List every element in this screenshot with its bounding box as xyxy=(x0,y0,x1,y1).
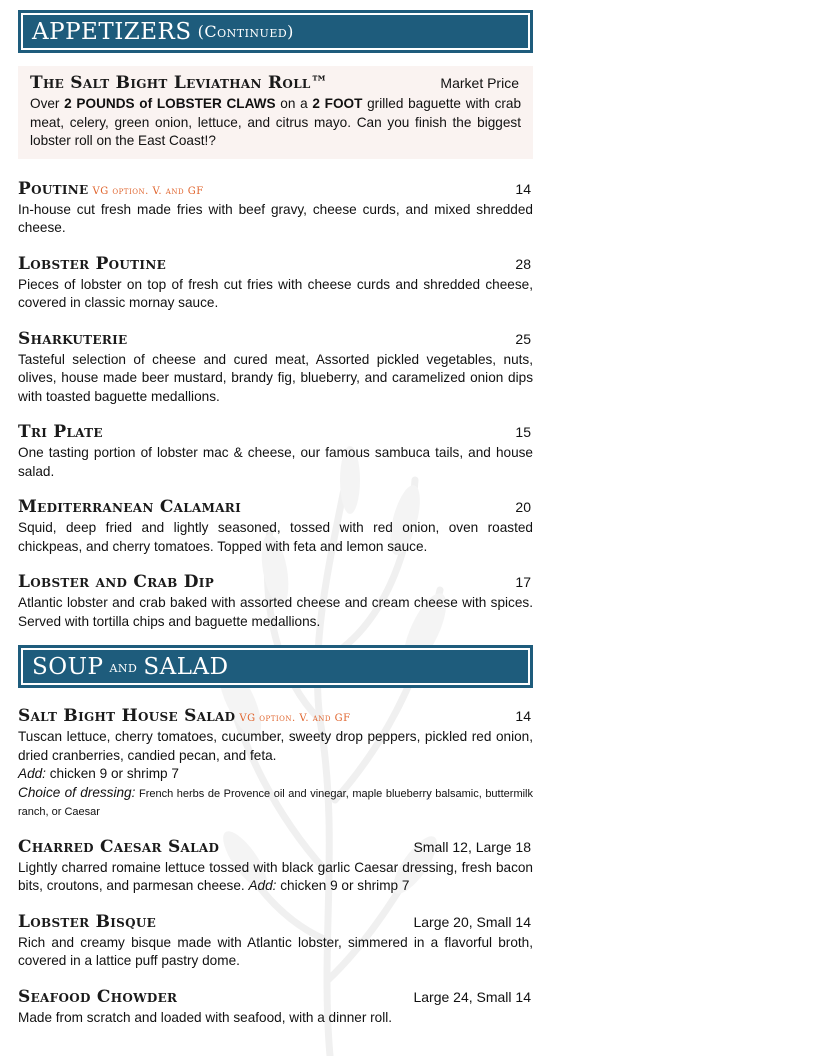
item-price: Market Price xyxy=(440,75,519,91)
dietary-tag: VG option. V. and GF xyxy=(92,185,204,197)
item-description: Over 2 POUNDS of LOBSTER CLAWS on a 2 FOOT grilled baguette with crab meat, celery, green onion, lettuce, and citrus mayo. Can you finish the biggest lobster roll on the East Coast!? xyxy=(30,96,522,148)
item-name: Lobster and Crab Dip xyxy=(18,572,215,592)
menu-item xyxy=(18,254,533,313)
menu-item xyxy=(18,497,533,556)
item-price: 28 xyxy=(515,255,531,272)
section-header-soup-salad xyxy=(18,645,533,688)
item-price: Large 24, Small 14 xyxy=(413,988,531,1005)
item-price: 17 xyxy=(515,574,531,590)
item-description: In-house cut fresh made fries with beef gravy, cheese curds, and mixed shredded cheese. xyxy=(18,201,533,235)
item-name: Tri Plate xyxy=(18,422,103,442)
item-description: Lightly charred romaine lettuce tossed with black garlic Caesar dressing, fresh bacon bits, croutons, and parmesan cheese. Add: chicken 9 or shrimp 7 xyxy=(18,859,533,893)
item-description: Tuscan lettuce, cherry tomatoes, cucumber, sweety drop peppers, pickled red onion, dried cranberries, candied pecan, and feta. Add: chicken 9 or shrimp 7 Choice of dressing: French herbs de Provence oil and vinegar, maple blueberry balsamic, buttermilk ranch, or Caesar xyxy=(18,729,533,818)
menu-item xyxy=(18,179,533,238)
item-name: Poutine VG option. V. and GF xyxy=(18,178,204,199)
item-name: Lobster Bisque xyxy=(18,911,157,932)
menu-item xyxy=(18,422,533,481)
item-description: Pieces of lobster on top of fresh cut fries with cheese curds and shredded cheese, covered in classic mornay sauce. xyxy=(18,276,533,310)
menu-item xyxy=(18,837,533,896)
item-name: Seafood Chowder xyxy=(18,986,178,1007)
menu-item xyxy=(18,572,533,631)
section-title: SALAD xyxy=(143,653,229,680)
menu-item xyxy=(18,706,533,821)
item-description: Tasteful selection of cheese and cured meat, Assorted pickled vegetables, nuts, olives, house made beer mustard, brandy fig, blueberry, and caramelized onion dips with toasted baguette medallions. xyxy=(18,351,533,404)
item-price: Small 12, Large 18 xyxy=(413,838,531,855)
item-description: Atlantic lobster and crab baked with assorted cheese and cream cheese with spices. Served with tortilla chips and baguette medallions. xyxy=(18,595,533,629)
section-title-conjunction: and xyxy=(109,657,138,676)
section-header-appetizers xyxy=(18,10,533,53)
featured-item xyxy=(18,66,533,159)
item-name: Mediterranean Calamari xyxy=(18,497,241,517)
item-name: Salt Bight House Salad VG option. V. and GF xyxy=(18,706,351,726)
item-name: The Salt Bight Leviathan Roll™ xyxy=(30,73,328,93)
menu-item xyxy=(18,329,533,407)
item-price: 15 xyxy=(515,424,531,440)
item-description: Made from scratch and loaded with seafood, with a dinner roll. xyxy=(18,1009,393,1025)
item-name: Charred Caesar Salad xyxy=(18,836,220,857)
item-price: Large 20, Small 14 xyxy=(413,913,531,930)
item-price: 25 xyxy=(515,330,531,347)
item-description: Squid, deep fried and lightly seasoned, tossed with red onion, oven roasted chickpeas, and cherry tomatoes. Topped with feta and lemon sauce. xyxy=(18,520,533,554)
section-title: SOUP xyxy=(32,653,104,680)
item-description: Rich and creamy bisque made with Atlantic lobster, simmered in a flavorful broth, covered in a lattice puff pastry dome. xyxy=(18,934,533,968)
section-title-suffix: (Continued) xyxy=(197,22,294,41)
item-price: 14 xyxy=(515,708,531,724)
section-title: APPETIZERS xyxy=(32,18,192,45)
item-name: Lobster Poutine xyxy=(18,253,167,274)
item-name: Sharkuterie xyxy=(18,328,128,349)
item-price: 20 xyxy=(515,499,531,515)
menu-item xyxy=(18,912,533,971)
item-price: 14 xyxy=(515,180,531,197)
menu-page xyxy=(18,10,533,1027)
dietary-tag: VG option. V. and GF xyxy=(239,713,351,724)
menu-item xyxy=(18,987,533,1028)
item-description: One tasting portion of lobster mac & cheese, our famous sambuca tails, and house salad. xyxy=(18,445,533,479)
